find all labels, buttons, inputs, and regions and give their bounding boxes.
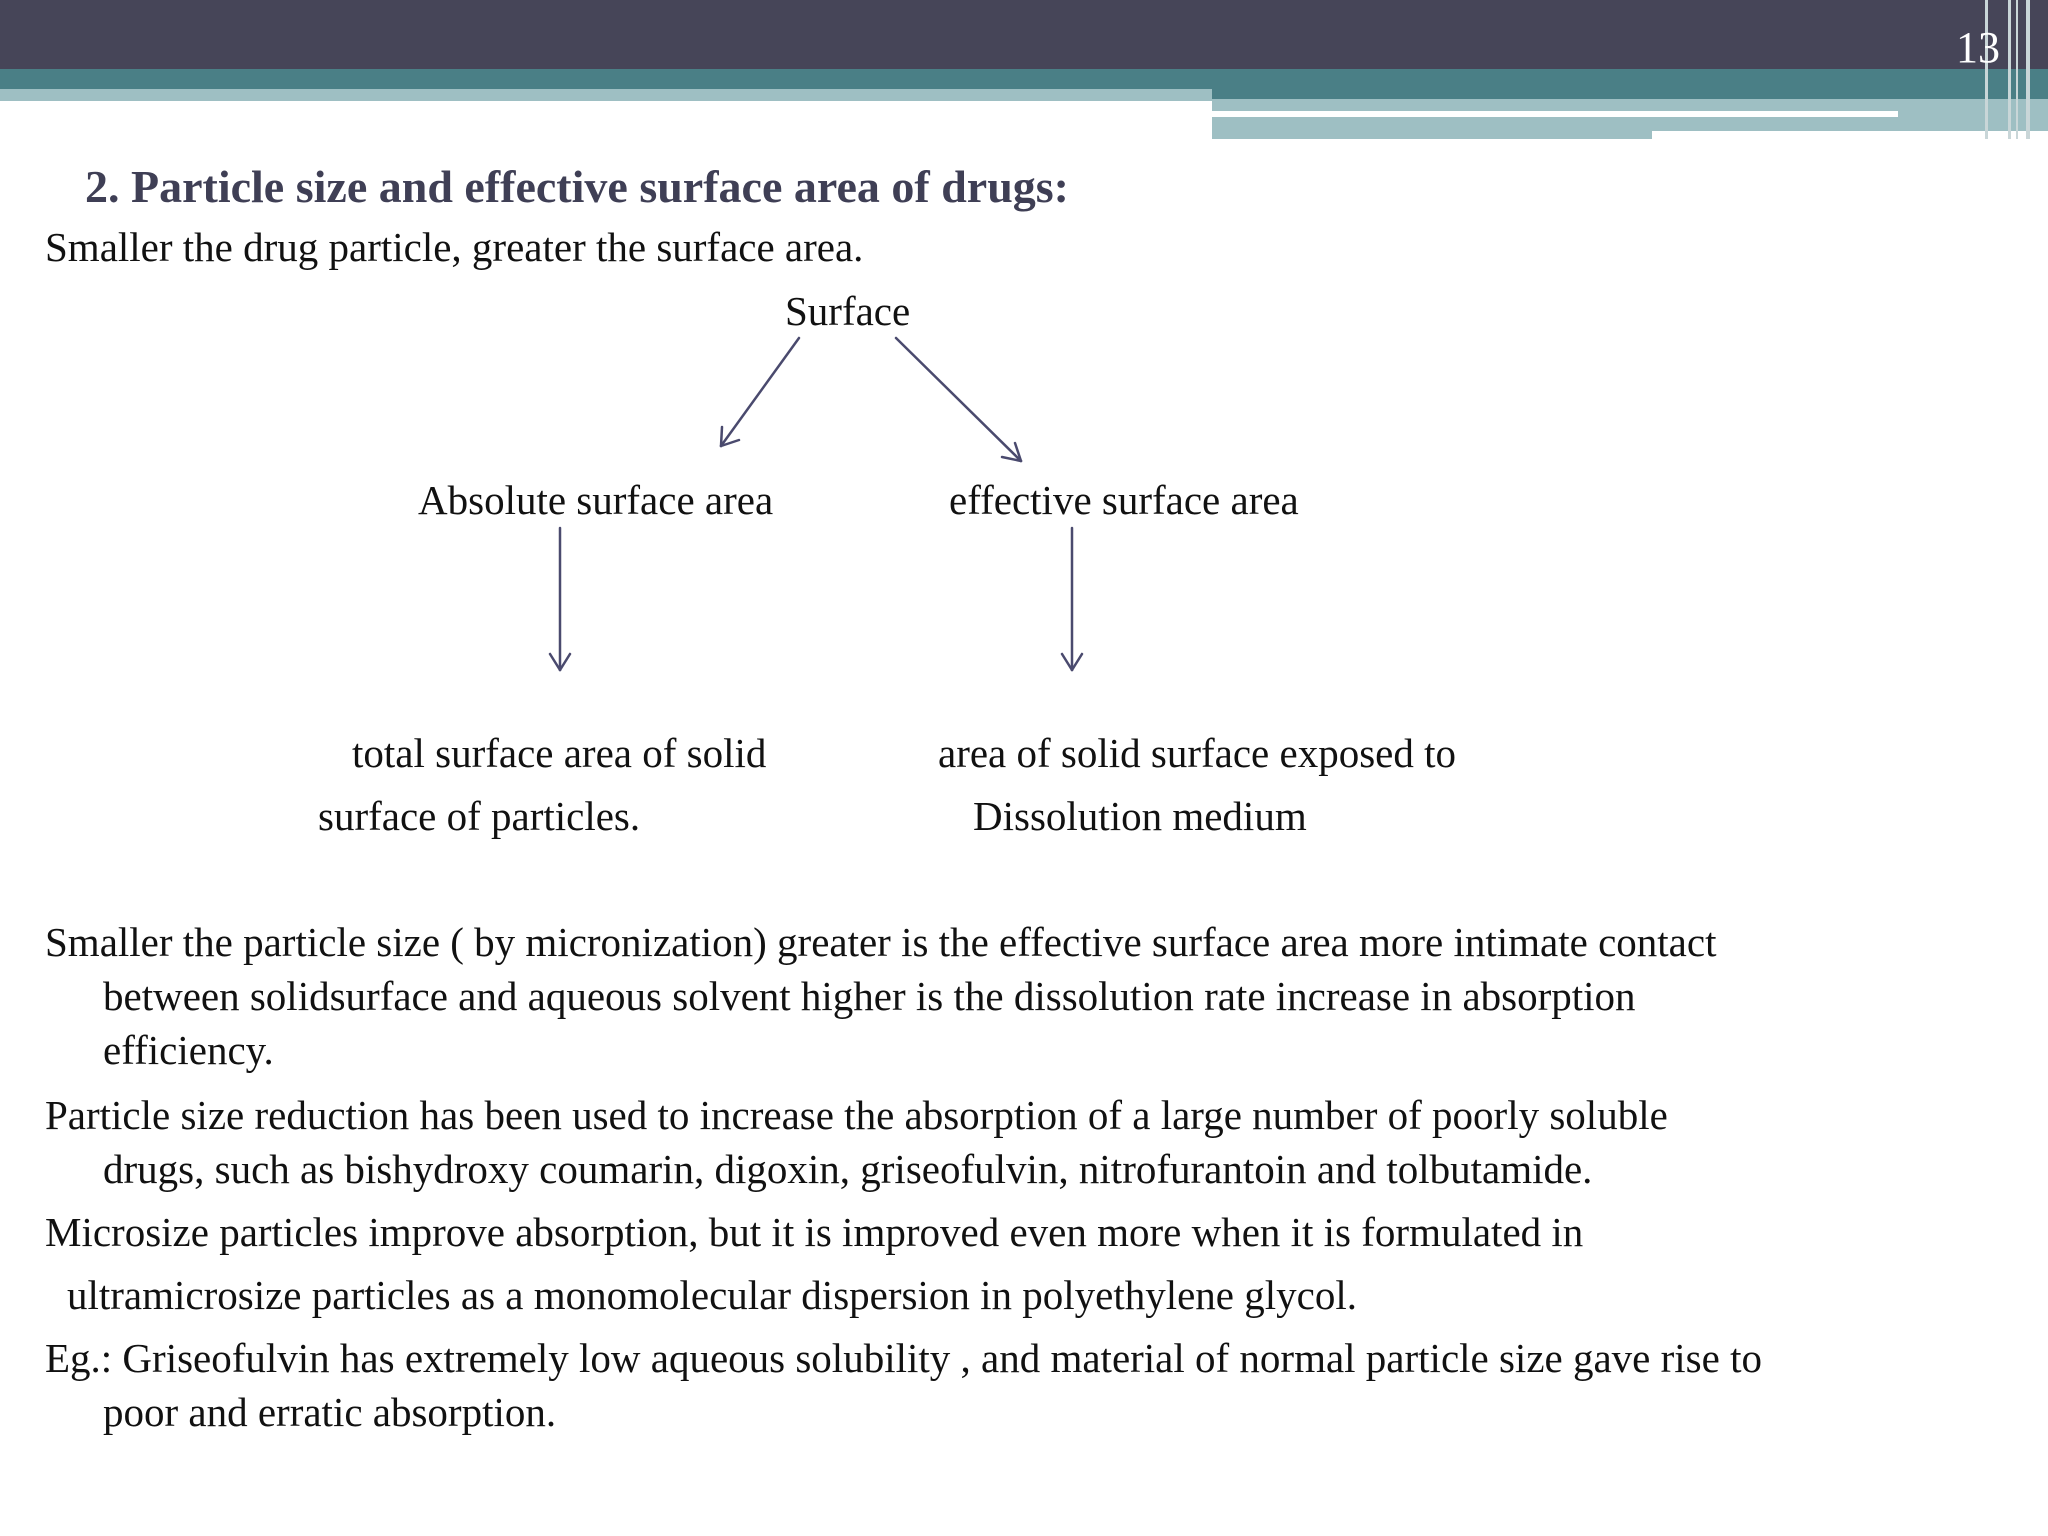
paragraph-line: efficiency. xyxy=(103,1027,274,1073)
header-accent-line xyxy=(1212,111,1898,117)
effective-surface-desc-line1: area of solid surface exposed to xyxy=(938,730,1456,776)
paragraph-line: Particle size reduction has been used to increase the absorption of a large number of poorly soluble xyxy=(45,1092,1668,1138)
header-stripe-left-light xyxy=(0,89,1212,101)
paragraph-line: poor and erratic absorption. xyxy=(103,1389,557,1435)
paragraph-line: Smaller the particle size ( by micronization) greater is the effective surface area more intimate contact xyxy=(45,919,1717,965)
slide-title: 2. Particle size and effective surface area of drugs: xyxy=(85,161,1069,212)
header-vertical-rule xyxy=(2016,0,2018,139)
absolute-surface-desc-line2: surface of particles. xyxy=(318,793,641,839)
paragraph-micronization xyxy=(45,915,1995,1077)
arrow-absolute-down xyxy=(550,528,570,670)
arrow-to-effective xyxy=(896,338,1021,461)
header-stripe-left xyxy=(0,69,1212,89)
header-bar xyxy=(0,0,2048,69)
paragraph-line: Microsize particles improve absorption, but it is improved even more when it is formulated in xyxy=(45,1209,1584,1255)
header-stripe-right xyxy=(1212,69,2048,99)
diagram-root-label: Surface xyxy=(785,288,911,334)
absolute-surface-desc-line1: total surface area of solid xyxy=(352,730,767,776)
header-vertical-rule xyxy=(2008,0,2011,139)
paragraph-line: drugs, such as bishydroxy coumarin, digoxin, griseofulvin, nitrofurantoin and tolbutamide. xyxy=(103,1146,1593,1192)
paragraph-line: Eg.: Griseofulvin has extremely low aqueous solubility , and material of normal particle size gave rise to xyxy=(45,1335,1762,1381)
absolute-surface-label: Absolute surface area xyxy=(418,477,774,523)
effective-surface-desc-line2: Dissolution medium xyxy=(973,793,1307,839)
paragraph-line: between solidsurface and aqueous solvent higher is the dissolution rate increase in absorption xyxy=(103,973,1636,1019)
header-vertical-rule xyxy=(2026,0,2030,139)
paragraph-line: ultramicrosize particles as a monomolecular dispersion in polyethylene glycol. xyxy=(67,1272,1357,1318)
paragraph-example xyxy=(45,1331,1995,1439)
arrow-effective-down xyxy=(1062,528,1082,670)
paragraph-microsize xyxy=(45,1205,1995,1322)
arrow-to-absolute xyxy=(721,338,799,446)
header-accent-block xyxy=(1652,131,2048,139)
slide-number: 13 xyxy=(1956,23,2000,72)
intro-text: Smaller the drug particle, greater the surface area. xyxy=(45,224,864,270)
paragraph-size-reduction xyxy=(45,1088,1995,1196)
effective-surface-label: effective surface area xyxy=(949,477,1299,523)
